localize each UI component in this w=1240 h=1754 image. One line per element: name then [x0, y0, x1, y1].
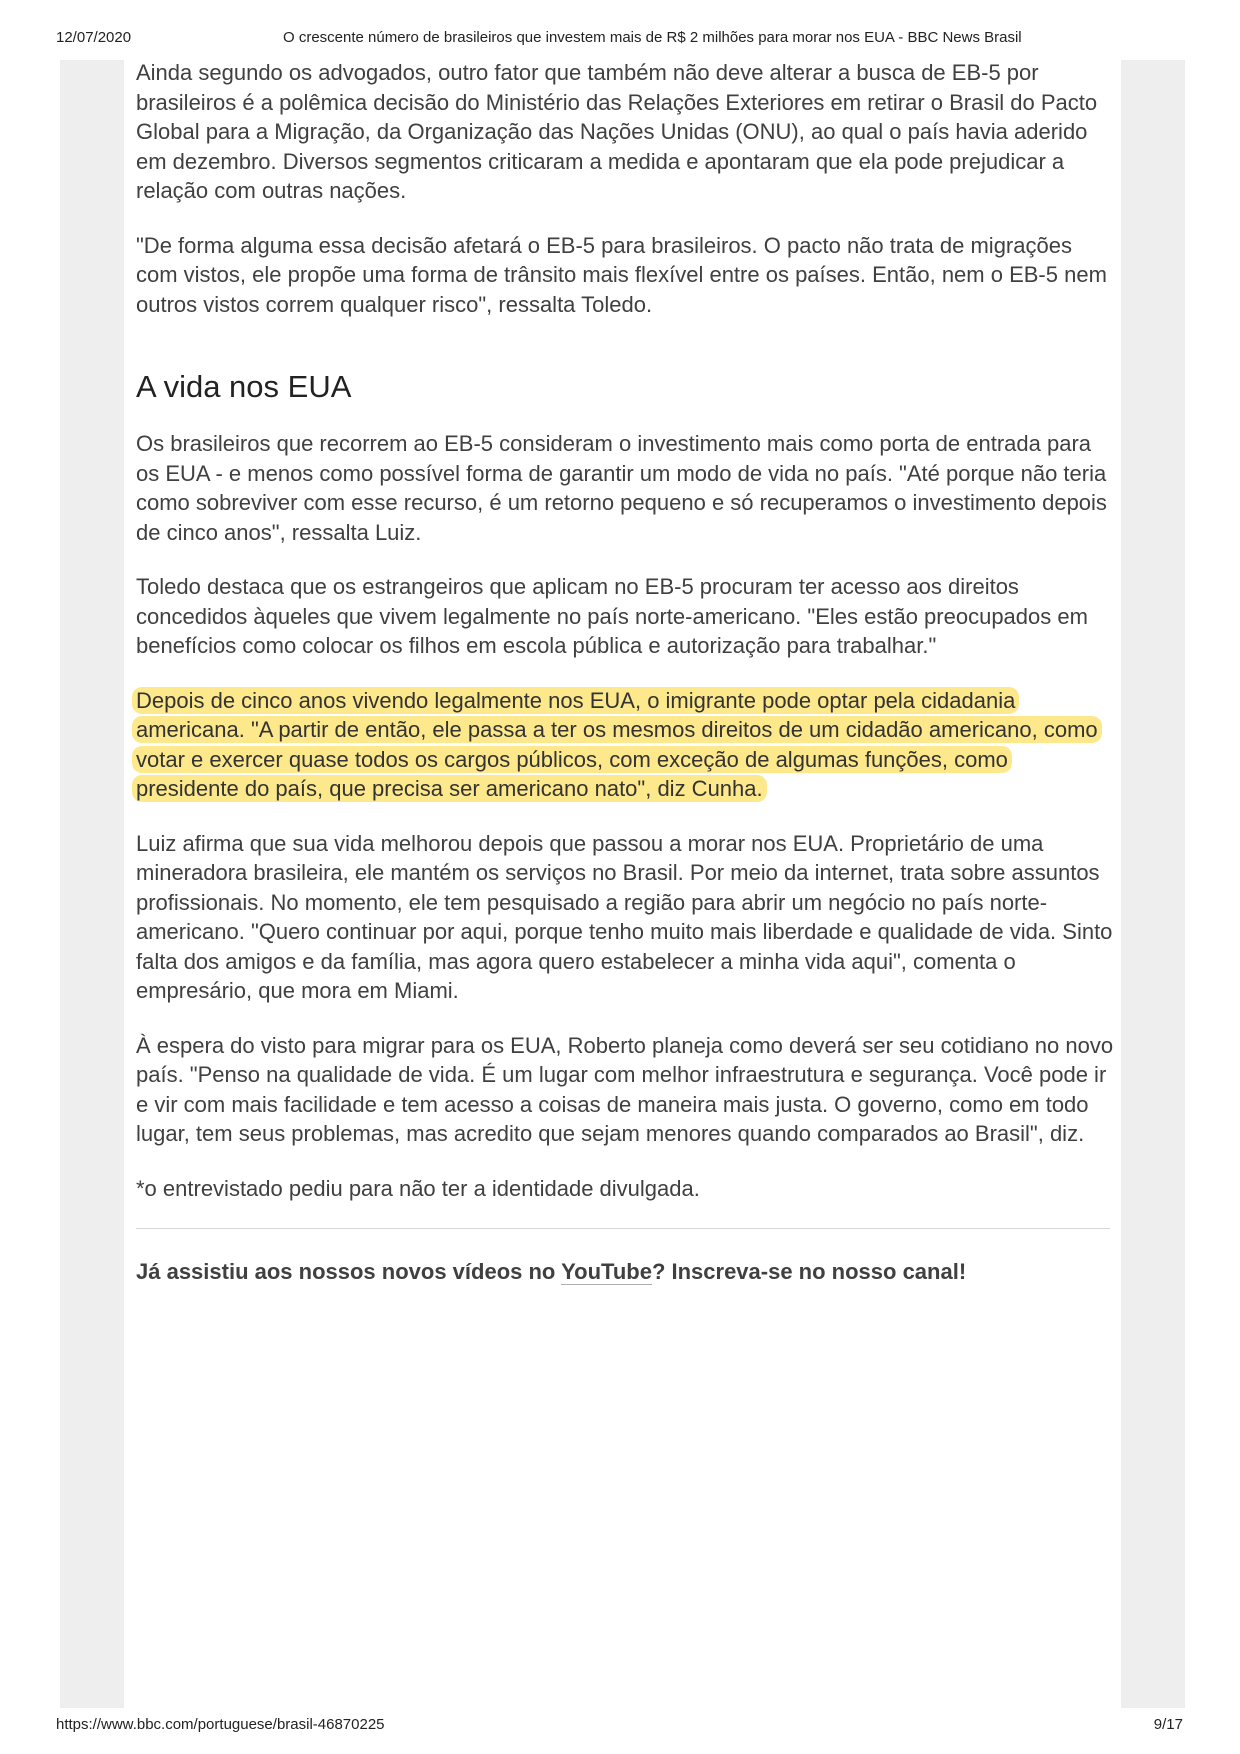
footnote: *o entrevistado pediu para não ter a identidade divulgada.: [136, 1175, 700, 1201]
print-date: 12/07/2020: [56, 29, 132, 46]
print-page-title: O crescente número de brasileiros que investem mais de R$ 2 milhões para morar nos EUA - BBC News Brasil: [283, 29, 1022, 46]
print-header: [0, 29, 1240, 51]
promo-text-before: Já assistiu aos nossos novos vídeos no: [136, 1259, 562, 1284]
print-url: https://www.bbc.com/portuguese/brasil-46870225: [56, 1716, 385, 1733]
page-number: 9/17: [1153, 1716, 1183, 1733]
print-footer: [0, 1716, 1240, 1738]
section-heading: A vida nos EUA: [136, 369, 352, 404]
youtube-promo: [136, 1257, 1114, 1287]
right-gutter: [1121, 60, 1185, 1708]
left-gutter: [60, 60, 124, 1708]
article-paragraph: Toledo destaca que os estrangeiros que aplicam no EB-5 procuram ter acesso aos direitos concedidos àqueles que vivem legalmente no país norte-americano. "Eles estão preocupados em benefícios como colocar os filhos em escola pública e autorização para trabalhar.": [136, 574, 1088, 658]
article-paragraph: Luiz afirma que sua vida melhorou depois que passou a morar nos EUA. Proprietário de uma mineradora brasileira, ele mantém os serviços no Brasil. Por meio da internet, trata sobre assuntos profissionais. No momento, ele tem pesquisado a região para abrir um negócio no país norte-americano. "Quero continuar por aqui, porque tenho muito mais liberdade e qualidade de vida. Sinto falta dos amigos e da família, mas agora quero estabelecer a minha vida aqui", comenta o empresário, que mora em Miami.: [136, 830, 1113, 1003]
highlighted-paragraph: [136, 686, 1114, 804]
divider: [136, 1228, 1110, 1229]
article-paragraph: Ainda segundo os advogados, outro fator que também não deve alterar a busca de EB-5 por brasileiros é a polêmica decisão do Ministério das Relações Exteriores em retirar o Brasil do Pacto Global para a Migração, da Organização das Nações Unidas (ONU), ao qual o país havia aderido em dezembro. Diversos segmentos criticaram a medida e apontaram que ela pode prejudicar a relação com outras nações.: [136, 60, 1098, 203]
promo-text-after: ? Inscreva-se no nosso canal!: [651, 1259, 967, 1284]
youtube-link[interactable]: YouTube: [561, 1259, 652, 1284]
article-paragraph: Os brasileiros que recorrem ao EB-5 consideram o investimento mais como porta de entrada para os EUA - e menos como possível forma de garantir um modo de vida no país. "Até porque não teria como sobreviver com esse recurso, é um retorno pequeno e só recuperamos o investimento depois de cinco anos", ressalta Luiz.: [136, 431, 1107, 545]
text-highlight[interactable]: Depois de cinco anos vivendo legalmente nos EUA, o imigrante pode optar pela cidadania americana. "A partir de então, ele passa a ter os mesmos direitos de um cidadão americano, como votar e exercer quase todos os cargos públicos, com exceção de algumas funções, como presidente do país, que precisa ser americano nato", diz Cunha.: [132, 687, 1102, 803]
article-paragraph: À espera do visto para migrar para os EUA, Roberto planeja como deverá ser seu cotidiano no novo país. "Penso na qualidade de vida. É um lugar com melhor infraestrutura e segurança. Você pode ir e vir com mais facilidade e tem acesso a coisas de maneira mais justa. O governo, como em todo lugar, tem seus problemas, mas acredito que sejam menores quando comparados ao Brasil", diz.: [136, 1032, 1114, 1146]
article-body: [136, 58, 1114, 1287]
article-paragraph: "De forma alguma essa decisão afetará o EB-5 para brasileiros. O pacto não trata de migrações com vistos, ele propõe uma forma de trânsito mais flexível entre os países. Então, nem o EB-5 nem outros vistos correm qualquer risco", ressalta Toledo.: [136, 232, 1107, 317]
